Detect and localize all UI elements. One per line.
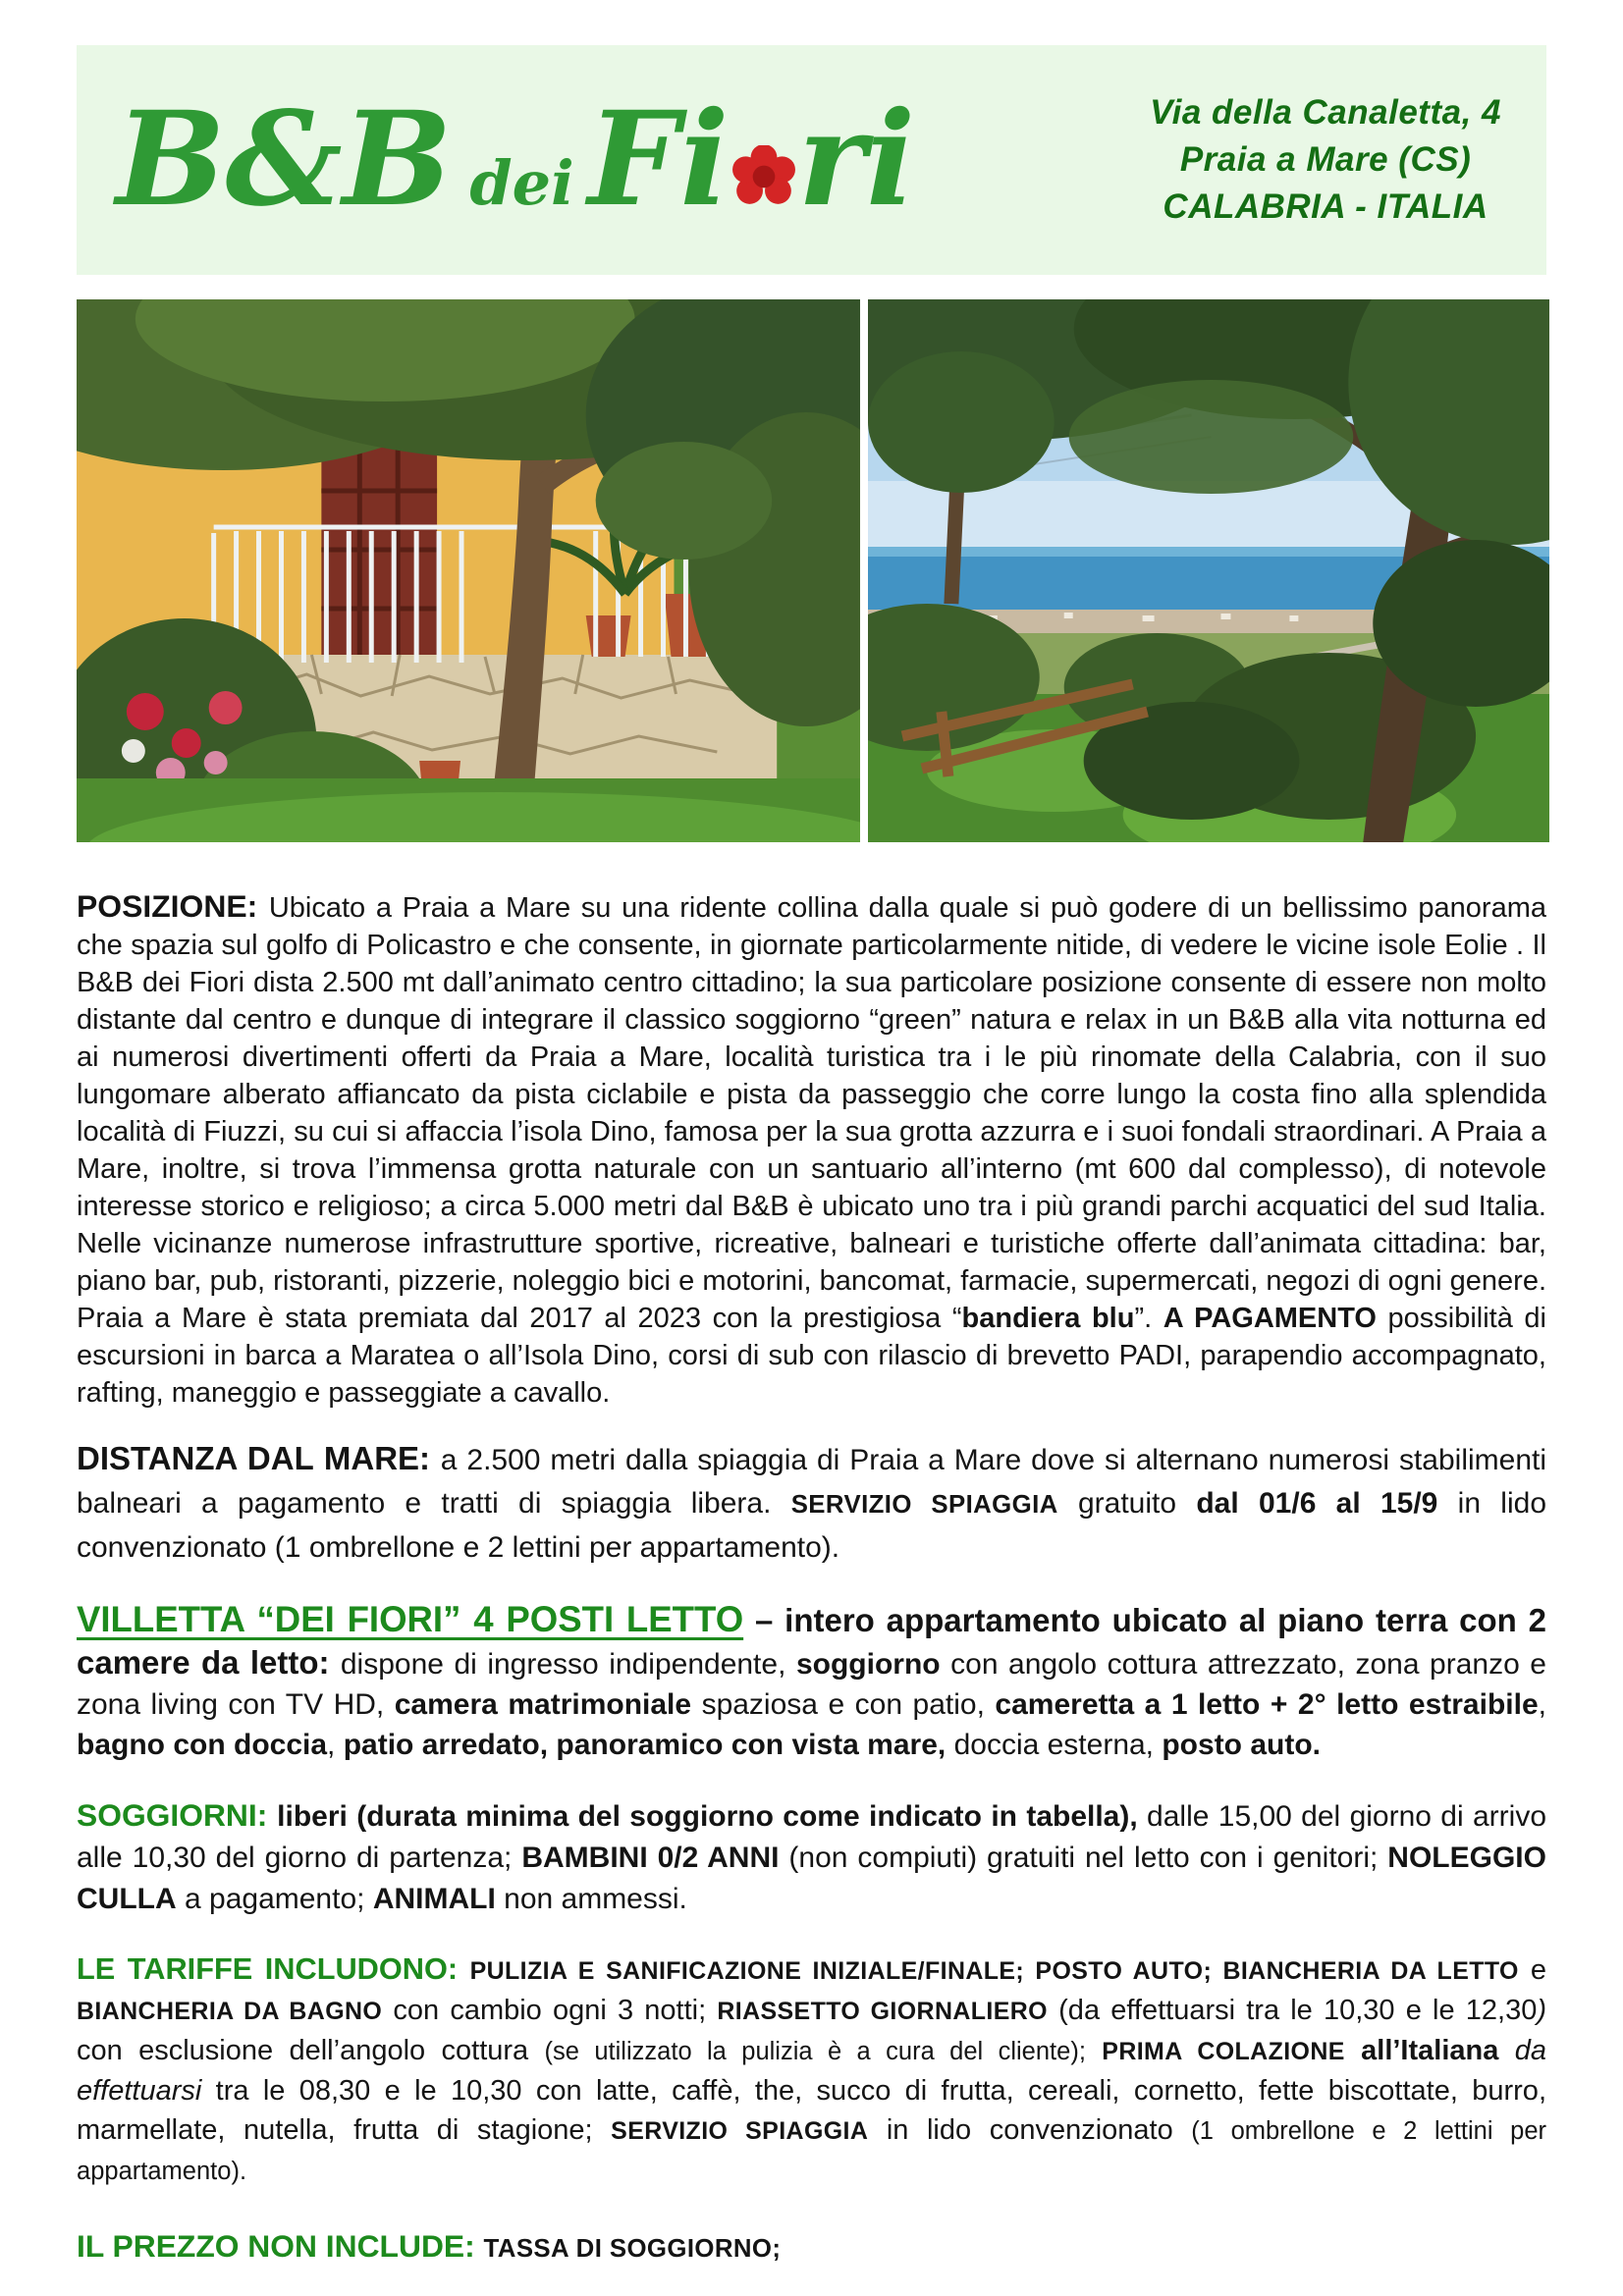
text-run: NOLEGGIO CULLA [77, 1842, 1546, 1915]
photo-olive-trees-sea-view [868, 299, 1549, 842]
text-run: A PAGAMENTO [1163, 1303, 1377, 1334]
header-banner [77, 45, 1546, 275]
text-run: – intero appartamento ubicato al piano terra con 2 camere da letto: [77, 1602, 1547, 1681]
text-run: liberi (durata minima del soggiorno come indicato in tabella), [277, 1800, 1138, 1833]
address-line-region: CALABRIA - ITALIA [1163, 187, 1488, 226]
text-run: possibilità di escursioni in barca a Maratea o all’Isola Dino, corsi di sub con rilascio di brevetto PADI, parapendio accompagnato, rafting, maneggio e passeggiate a cavallo. [77, 1303, 1546, 1409]
text-run: , [327, 1729, 344, 1761]
text-run: e [1518, 1954, 1546, 1986]
text-run: patio arredato, panoramico con vista mare, [343, 1729, 947, 1761]
text-run: ANIMALI [372, 1883, 496, 1915]
text-run: (se utilizzato la pulizia è a cura del cliente); [544, 2038, 1086, 2065]
text-run: a pagamento; [176, 1883, 373, 1915]
logo-text-ri: ri [797, 83, 916, 236]
text-run: PRIMA COLAZIONE [1102, 2038, 1345, 2065]
text-run [1086, 2035, 1102, 2066]
logo-text-dei: dei [469, 147, 574, 219]
text-run: gratuito [1057, 1487, 1197, 1520]
address-line-street: Via della Canaletta, 4 [1150, 93, 1501, 132]
text-run: spaziosa e con patio, [691, 1688, 996, 1721]
text-run: RIASSETTO GIORNALIERO [717, 1998, 1048, 2025]
text-run: VILLETTA “DEI FIORI” 4 POSTI LETTO [77, 1599, 744, 1639]
text-run: DISTANZA DAL MARE: [77, 1440, 441, 1476]
text-run: camera matrimoniale [394, 1688, 692, 1721]
text-run: , [1538, 1688, 1546, 1721]
text-run: LE TARIFFE INCLUDONO: [77, 1951, 470, 1986]
text-run: con angolo cottura attrezzato, zona pranzo e zona living con TV HD, [77, 1648, 1546, 1721]
text-run: tra le 08,30 e le 10,30 con latte, caffè, the, succo di frutta, cereali, cornetto, fette biscottate, burro, marmellate, nutella, frutta di stagione; [77, 2075, 1546, 2146]
text-run: dispone di ingresso indipendente, [340, 1648, 796, 1681]
text-run: soggiorno [795, 1648, 941, 1681]
text-run: SERVIZIO SPIAGGIA [611, 2117, 869, 2145]
bb-dei-fiori-logo [116, 83, 916, 236]
photo-garden-house [77, 299, 860, 842]
text-run: IL PREZZO NON INCLUDE: [77, 2228, 484, 2264]
text-run: Ubicato a Praia a Mare su una ridente collina dalla quale si può godere di un bellissimo panorama che spazia sul golfo di Policastro e che consente, in giornate particolarmente nitide, di vedere le vicine isole Eolie . Il B&B dei Fiori dista 2.500 mt dall’animato centro cittadino; la sua particolare posizione consente di essere non molto distante dal centro e dunque di integrare il classico soggiorno “green” natura e relax in un B&B alla vita notturna ed ai numerosi divertimenti offerti da Praia a Mare, località turistica tra i le più rinomate della Calabria, con il suo lungomare alberato affiancato da pista ciclabile e pista da passeggio che corre lungo la costa fino alla splendida località di Fiuzzi, su cui si affaccia l’isola Dino, famosa per la sua grotta azzurra e i suoi fondali straordinari. A Praia a Mare, inoltre, si trova l’immensa grotta naturale con un santuario all’interno (mt 600 dal complesso), di notevole interesse storico e religioso; a circa 5.000 metri dal B&B è ubicato uno tra i più grandi parchi acquatici del sud Italia. Nelle vicinanze numerose infrastrutture sportive, ricreative, balneari e turistiche offerte dall’animata cittadina: bar, piano bar, pub, ristoranti, pizzerie, noleggio bici e motorini, bancomat, farmacie, supermercati, negozi di ogni genere. Praia a Mare è stata premiata dal 2017 al 2023 con la prestigiosa “ [77, 892, 1546, 1334]
text-run: dalle 15,00 del giorno di arrivo alle 10,30 del giorno di partenza; [77, 1800, 1547, 1874]
text-run: da effettuarsi [77, 2035, 1546, 2107]
text-run: SOGGIORNI: [77, 1797, 278, 1833]
paragraph-il-prezzo-non-include [77, 2226, 1546, 2269]
paragraph-villetta-dei-fiori [77, 1599, 1546, 1765]
text-run: cameretta a 1 letto + 2° letto estraibile [995, 1688, 1539, 1721]
paragraph-posizione [77, 887, 1546, 1412]
text-run: ) [1537, 1995, 1546, 2026]
text-run: a 2.500 metri dalla spiaggia di Praia a Mare dove si alternano numerosi stabilimenti balneari a pagamento e tratti di spiaggia libera. [77, 1444, 1547, 1520]
text-run: TASSA DI SOGGIORNO; [483, 2235, 782, 2263]
text-run: in lido convenzionato [868, 2114, 1192, 2146]
text-run: doccia esterna, [946, 1729, 1163, 1761]
photos-row [77, 299, 1549, 842]
text-run: (da effettuarsi tra le 10,30 e le 12,30 [1047, 1995, 1538, 2026]
logo-text-fi: Fi [587, 83, 730, 236]
text-run: bagno con doccia [77, 1729, 328, 1761]
text-run: all’Italiana [1344, 2035, 1499, 2066]
text-run: ”. [1134, 1303, 1163, 1334]
flower-icon [731, 145, 796, 210]
text-run: SERVIZIO SPIAGGIA [790, 1491, 1058, 1519]
logo-text-bb: B&B [116, 83, 453, 236]
paragraph-le-tariffe-includono [77, 1949, 1546, 2191]
text-run: posto auto. [1162, 1729, 1322, 1761]
text-run: BAMBINI 0/2 ANNI [521, 1842, 780, 1874]
text-run: con cambio ogni 3 notti; [382, 1995, 718, 2026]
text-run: (non compiuti) gratuiti nel letto con i genitori; [779, 1842, 1388, 1874]
text-run: con esclusione dell’angolo cottura [77, 2035, 545, 2066]
text-run: (1 ombrellone e 2 lettini per appartamento). [77, 2117, 1547, 2185]
text-run: POSIZIONE: [77, 888, 269, 924]
text-run: in lido convenzionato (1 ombrellone e 2 lettini per appartamento). [77, 1487, 1547, 1564]
text-run: PULIZIA E SANIFICAZIONE INIZIALE/FINALE; POSTO AUTO; BIANCHERIA DA LETTO [469, 1957, 1519, 1985]
paragraph-distanza-dal-mare [77, 1437, 1546, 1570]
address-block [1150, 89, 1501, 231]
text-run: non ammessi. [495, 1883, 687, 1915]
text-run: bandiera blu [961, 1303, 1135, 1334]
paragraph-soggiorni [77, 1794, 1546, 1920]
text-run: BIANCHERIA DA BAGNO [77, 1998, 383, 2025]
text-run: dal 01/6 al 15/9 [1196, 1487, 1438, 1520]
address-line-town: Praia a Mare (CS) [1179, 140, 1472, 179]
document-sections [77, 842, 1546, 2269]
